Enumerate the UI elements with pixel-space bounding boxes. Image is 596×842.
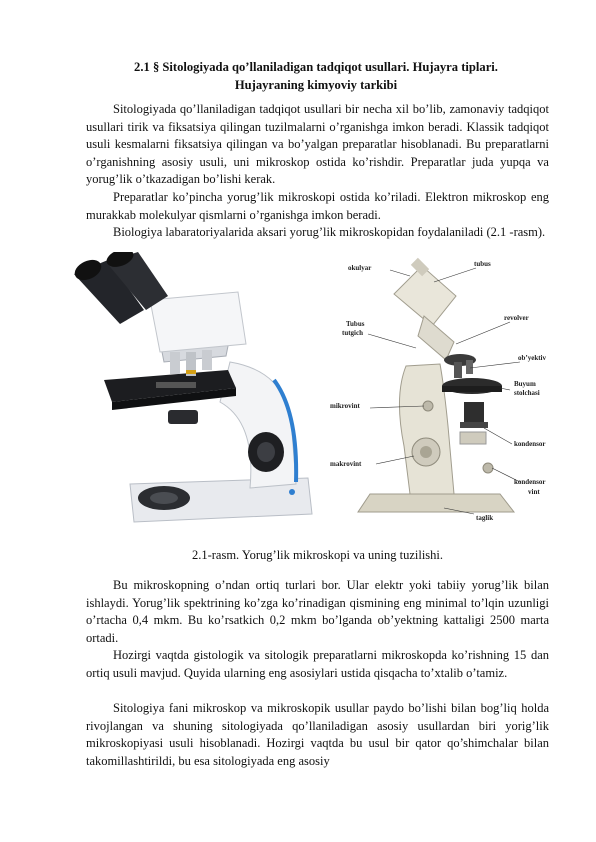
label-taglik: taglik bbox=[476, 514, 494, 522]
paragraph-5-text: Hozirgi vaqtda gistologik va sitologik preparatlarni mikroskopda ko’rishning 15 dan ortiq usuli mavjud. Quyida ularning eng asosiylari ustida qisqacha to’xtalib o’tamiz. bbox=[86, 648, 549, 680]
label-tubus-tutgich-2: tutgich bbox=[342, 329, 363, 337]
label-tubus: tubus bbox=[474, 260, 491, 268]
paragraph-1-text: Sitologiyada qo’llaniladigan tadqiqot usullari bir necha xil bo’lib, zamonaviy tadqiqot usullari tirik va fiksatsiya qilingan tuzilmalarni o’rganishga imkon beradi. Klassik tadqiqot usuli kesmalarni fiksatsiya qilingan va bo’yalgan preparatlar hisoblanadi. Bu preparatlarni o’rganishning asosiy usuli, uni mikroskop ostida ko’rishdir. Preparatlar juda yupqa va yorug’lik o’tkazadigan bo’lishi kerak. bbox=[86, 102, 549, 187]
figure-caption: 2.1-rasm. Yorug’lik mikroskopi va uning tuzilishi. bbox=[191, 548, 444, 562]
label-revolver: revolver bbox=[504, 314, 529, 322]
paragraph-5 bbox=[86, 647, 549, 682]
paragraph-4 bbox=[86, 577, 549, 647]
microscope-labeled-diagram bbox=[324, 256, 556, 530]
label-kondensor-vint-2: vint bbox=[528, 488, 540, 496]
label-mikrovint: mikrovint bbox=[330, 402, 360, 410]
label-kondensor-vint-1: kondensor bbox=[514, 478, 546, 486]
label-buyum-1: Buyum bbox=[514, 380, 536, 388]
label-okulyar: okulyar bbox=[348, 264, 372, 272]
paragraph-3-text: Biologiya labaratoriyalarida aksari yorug’lik mikroskopidan foydalaniladi (2.1 -rasm). bbox=[113, 225, 546, 239]
label-makrovint: makrovint bbox=[330, 460, 362, 468]
label-tubus-tutgich-1: Tubus bbox=[346, 320, 365, 328]
paragraph-2 bbox=[86, 189, 549, 224]
paragraph-2-text: Preparatlar ko’pincha yorug’lik mikroskopi ostida ko’riladi. Elektron mikroskop eng murakkab molekulyar qismlarni o’rganishga imkon beradi. bbox=[86, 190, 549, 222]
paragraph-3 bbox=[86, 224, 549, 242]
paragraph-6 bbox=[86, 700, 549, 770]
paragraph-1 bbox=[86, 101, 549, 189]
section-heading-line1: 2.1 § Sitologiyada qo’llaniladigan tadqiqot usullari. Hujayra tiplari. bbox=[134, 60, 498, 74]
label-obyektiv: ob’yektiv bbox=[518, 354, 546, 362]
paragraph-4-text: Bu mikroskopning o’ndan ortiq turlari bor. Ular elektr yoki tabiiy yorug’lik bilan ishlaydi. Yorug’lik spektrining ko’zga ko’rinadigan qismining eng minimal to’lqin uzunligi o’rtacha 0,4 mkm. Bu ko’rsatkich 0,2 mkm bo’lganda ob’yektning kattaligi 2500 marta ortadi. bbox=[86, 578, 549, 645]
label-buyum-2: stolchasi bbox=[514, 389, 540, 397]
microscope-photo-illustration bbox=[60, 252, 322, 530]
paragraph-6-text: Sitologiya fani mikroskop va mikroskopik usullar paydo bo’lishi bilan bog’liq holda rivojlangan va shuning sitologiyada qo’llaniladigan asosiy usullardan biri yorig’lik mikroskopiyasi usuli hisoblanadi. Hozirgi vaqtda bu usul bir qator qo’shimchalar bilan takomillashtirildi, bu esa sitologiyada eng asosiy bbox=[86, 701, 549, 768]
section-heading-line2: Hujayraning kimyoviy tarkibi bbox=[234, 78, 398, 92]
label-kondensor: kondensor bbox=[514, 440, 546, 448]
